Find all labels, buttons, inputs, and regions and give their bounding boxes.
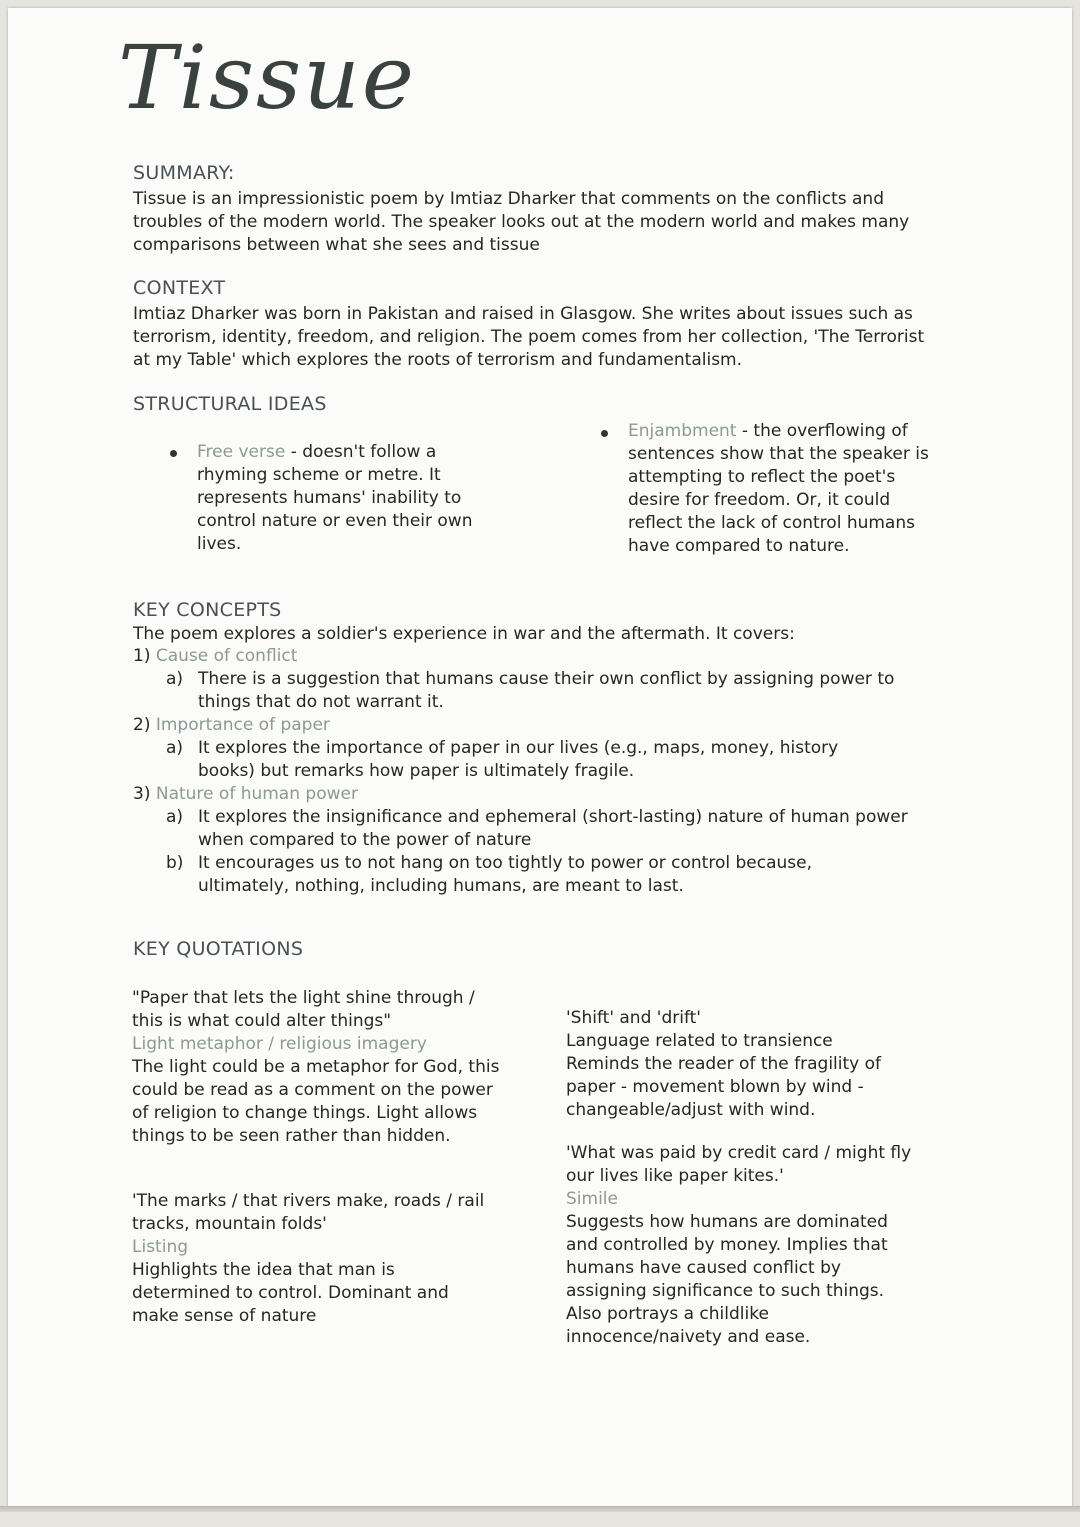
quote-analysis: The light could be a metaphor for God, this could be read as a comment on the power of religion to change things. Light allows things to be seen rather than hidden. — [132, 1057, 500, 1146]
concept-sub — [133, 668, 933, 714]
quote-block — [132, 1190, 492, 1328]
quote-technique: Listing — [132, 1237, 189, 1257]
quote-analysis: Language related to transience Reminds the reader of the fragility of paper - movement blown by wind - changeable/adjust with wind. — [566, 1031, 882, 1120]
structural-item-enjambment — [628, 420, 933, 558]
concept-sub-text: It explores the insignificance and ephemeral (short-lasting) nature of human power when compared to the power of nature — [198, 807, 908, 850]
structural-desc: - doesn't follow a rhyming scheme or metre. It represents humans' inability to control nature or even their own lives. — [197, 442, 473, 554]
concept-number: 1) — [133, 646, 151, 666]
quote-block — [566, 1007, 901, 1122]
quote-text: "Paper that lets the light shine through / this is what could alter things" — [132, 988, 475, 1031]
quote-analysis: Suggests how humans are dominated and controlled by money. Implies that humans have caused conflict by assigning significance to such things. Also portrays a childlike innocence/naivety and ease. — [566, 1212, 888, 1347]
concept-sub-letter: b) — [166, 853, 184, 873]
quote-analysis: Highlights the idea that man is determined to control. Dominant and make sense of nature — [132, 1260, 449, 1326]
concepts-heading: KEY CONCEPTS — [133, 599, 282, 621]
concept-sub-text: It explores the importance of paper in our lives (e.g., maps, money, history books) but remarks how paper is ultimately fragile. — [198, 738, 839, 781]
quote-text: 'Shift' and 'drift' — [566, 1008, 701, 1028]
concept-sub — [133, 737, 933, 783]
concept-title: Cause of conflict — [155, 646, 298, 666]
structural-item-free-verse — [197, 441, 502, 556]
quote-technique: Light metaphor / religious imagery — [132, 1034, 427, 1054]
quote-block — [566, 1142, 921, 1349]
quote-technique: Simile — [566, 1189, 618, 1209]
context-text: Imtiaz Dharker was born in Pakistan and raised in Glasgow. She writes about issues such as terrorism, identity, freedom, and religion. The poem comes from her collection, 'The Terrorist at my Table' which explores the roots of terrorism and fundamentalism. — [133, 304, 925, 370]
concept-number: 3) — [133, 784, 151, 804]
structural-term: Free verse — [197, 442, 286, 462]
concept-sub-letter: a) — [166, 807, 184, 827]
concept-sub-letter: a) — [166, 669, 184, 689]
concept-sub — [133, 852, 933, 898]
page-edge — [0, 1506, 1080, 1512]
concept-title: Nature of human power — [155, 784, 358, 804]
structural-desc: - the overflowing of sentences show that the speaker is attempting to reflect the poet's desire for freedom. Or, it could reflect the lack of control humans have compared to nature. — [628, 421, 929, 556]
concept-sub-letter: a) — [166, 738, 184, 758]
structural-heading: STRUCTURAL IDEAS — [133, 393, 327, 415]
concepts-list — [133, 645, 933, 898]
concept-number: 2) — [133, 715, 151, 735]
concepts-intro: The poem explores a soldier's experience in war and the aftermath. It covers: — [133, 624, 795, 644]
bullet-icon — [601, 430, 608, 437]
quote-text: 'The marks / that rivers make, roads / rail tracks, mountain folds' — [132, 1191, 485, 1234]
concept-item — [133, 714, 933, 737]
summary-text: Tissue is an impressionistic poem by Imtiaz Dharker that comments on the conflicts and troubles of the modern world. The speaker looks out at the modern world and makes many comparisons between what she sees and tissue — [133, 189, 910, 255]
summary-heading: SUMMARY: — [133, 162, 235, 184]
concept-sub — [133, 806, 933, 852]
context-heading: CONTEXT — [133, 277, 226, 299]
concept-item — [133, 645, 933, 668]
concept-sub-text: It encourages us to not hang on too tightly to power or control because, ultimately, nothing, including humans, are meant to last. — [198, 853, 812, 896]
page-title: Tissue — [118, 26, 416, 129]
structural-term: Enjambment — [628, 421, 737, 441]
quote-text: 'What was paid by credit card / might fly our lives like paper kites.' — [566, 1143, 912, 1186]
concept-sub-text: There is a suggestion that humans cause their own conflict by assigning power to things that do not warrant it. — [198, 669, 895, 712]
concept-title: Importance of paper — [155, 715, 330, 735]
quotations-heading: KEY QUOTATIONS — [133, 938, 304, 960]
quote-block — [132, 987, 507, 1148]
bullet-icon — [170, 450, 177, 457]
concept-item — [133, 783, 933, 806]
